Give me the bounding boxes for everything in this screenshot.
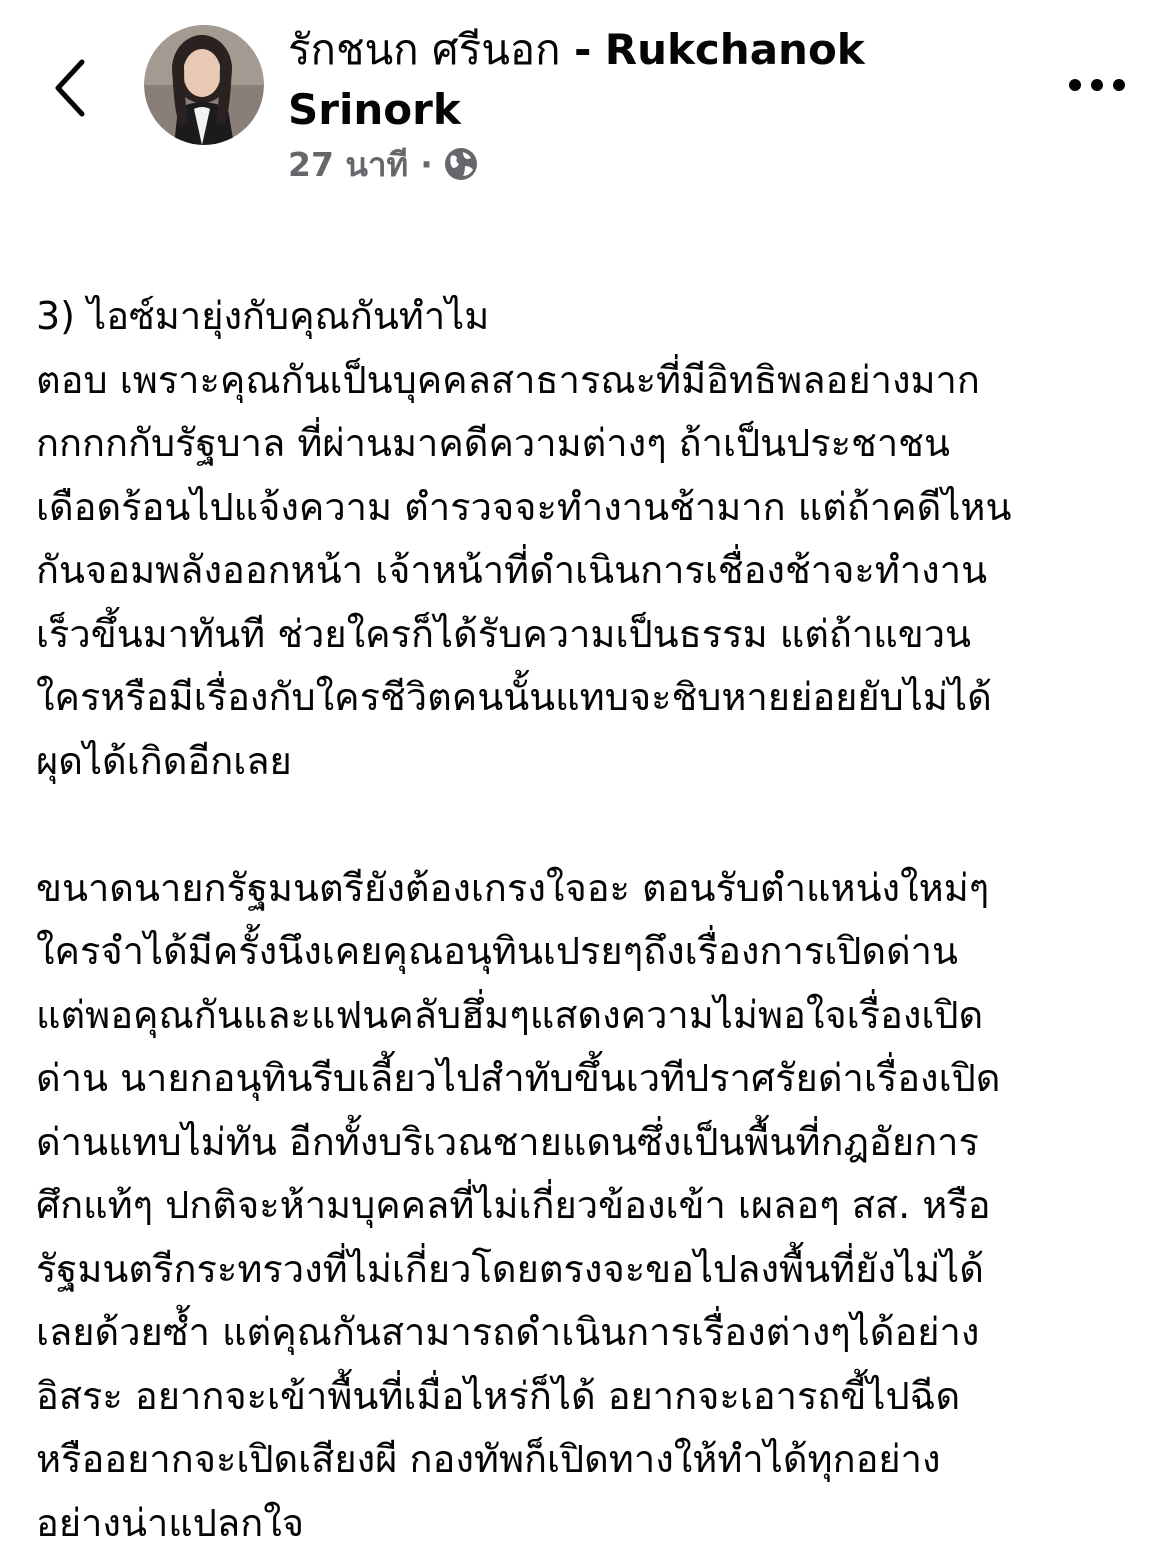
author-name-thai: รักชนก ศรีนอก (288, 25, 561, 74)
post-heading: 3) ไอซ์มายุ่งกับคุณกันทำไม (36, 294, 490, 338)
post-body (36, 285, 1146, 1555)
post-line: เร็วขึ้นมาทันที ช่วยใครก็ได้รับความเป็นธรรม แต่ถ้าแขวน (36, 611, 972, 656)
post-line: ตอบ เพราะคุณกันเป็นบุคคลสาธารณะที่มีอิทธิพลอย่างมาก (36, 357, 980, 402)
post-line: อิสระ อยากจะเข้าพื้นที่เมื่อไหร่ก็ได้ อยากจะเอารถขี้ไปฉีด (36, 1373, 961, 1418)
post-line: แต่พอคุณกันและแฟนคลับฮึ่มๆแสดงความไม่พอใจเรื่องเปิด (36, 992, 984, 1037)
more-horizontal-icon (1062, 60, 1132, 110)
meta-separator: · (420, 144, 433, 184)
author-name-separator: - (573, 25, 592, 74)
post-line: รัฐมนตรีกระทรวงที่ไม่เกี่ยวโดยตรงจะขอไปลงพื้นที่ยังไม่ได้ (36, 1246, 984, 1291)
more-options-button[interactable] (1062, 60, 1132, 110)
post-line: ใครจำได้มีครั้งนึงเคยคุณอนุทินเปรยๆถึงเรื่องการเปิดด่าน (36, 929, 958, 973)
post-line: กันจอมพลังออกหน้า เจ้าหน้าที่ดำเนินการเชื่องช้าจะทำงาน (36, 548, 988, 592)
avatar[interactable] (144, 25, 264, 145)
post-line: หรืออยากจะเปิดเสียงผี กองทัพก็เปิดทางให้ทำได้ทุกอย่าง (36, 1437, 941, 1481)
post-line: ด่าน นายกอนุทินรีบเลี้ยวไปสำทับขึ้นเวทีปราศรัยด่าเรื่องเปิด (36, 1056, 1001, 1100)
profile-photo (144, 25, 264, 145)
post-paragraph (36, 857, 1146, 1556)
paragraph-gap (36, 793, 1146, 857)
post-line: ศึกแท้ๆ ปกติจะห้ามบุคคลที่ไม่เกี่ยวข้องเข้า เผลอๆ สส. หรือ (36, 1183, 991, 1227)
author-name[interactable] (288, 20, 928, 140)
author-name-latin-last: Srinork (288, 85, 461, 134)
post-line: ขนาดนายกรัฐมนตรียังต้องเกรงใจอะ ตอนรับตำแหน่งใหม่ๆ (36, 865, 990, 910)
post-paragraph (36, 285, 1146, 793)
chevron-left-icon (40, 48, 100, 128)
post-line: กกกกกับรัฐบาล ที่ผ่านมาคดีความต่างๆ ถ้าเป็นประชาชน (36, 421, 950, 465)
post-meta (288, 140, 479, 188)
back-button[interactable] (40, 48, 100, 128)
post-timestamp[interactable]: 27 นาที (288, 144, 409, 184)
post-line: อย่างน่าแปลกใจ (36, 1500, 305, 1545)
post-header (0, 0, 1170, 200)
post-line: ผุดได้เกิดอีกเลย (36, 738, 292, 783)
post-line: เดือดร้อนไปแจ้งความ ตำรวจจะทำงานช้ามาก แต่ถ้าคดีไหน (36, 484, 1012, 529)
post-line: ด่านแทบไม่ทัน อีกทั้งบริเวณชายแดนซึ่งเป็นพื้นที่กฎอัยการ (36, 1119, 979, 1164)
post-line: เลยด้วยซ้ำ แต่คุณกันสามารถดำเนินการเรื่องต่างๆได้อย่าง (36, 1310, 980, 1354)
post-line: ใครหรือมีเรื่องกับใครชีวิตคนนั้นแทบจะชิบหายย่อยยับไม่ได้ (36, 675, 992, 719)
globe-icon[interactable] (443, 146, 479, 182)
author-name-latin-first: Rukchanok (604, 25, 865, 74)
